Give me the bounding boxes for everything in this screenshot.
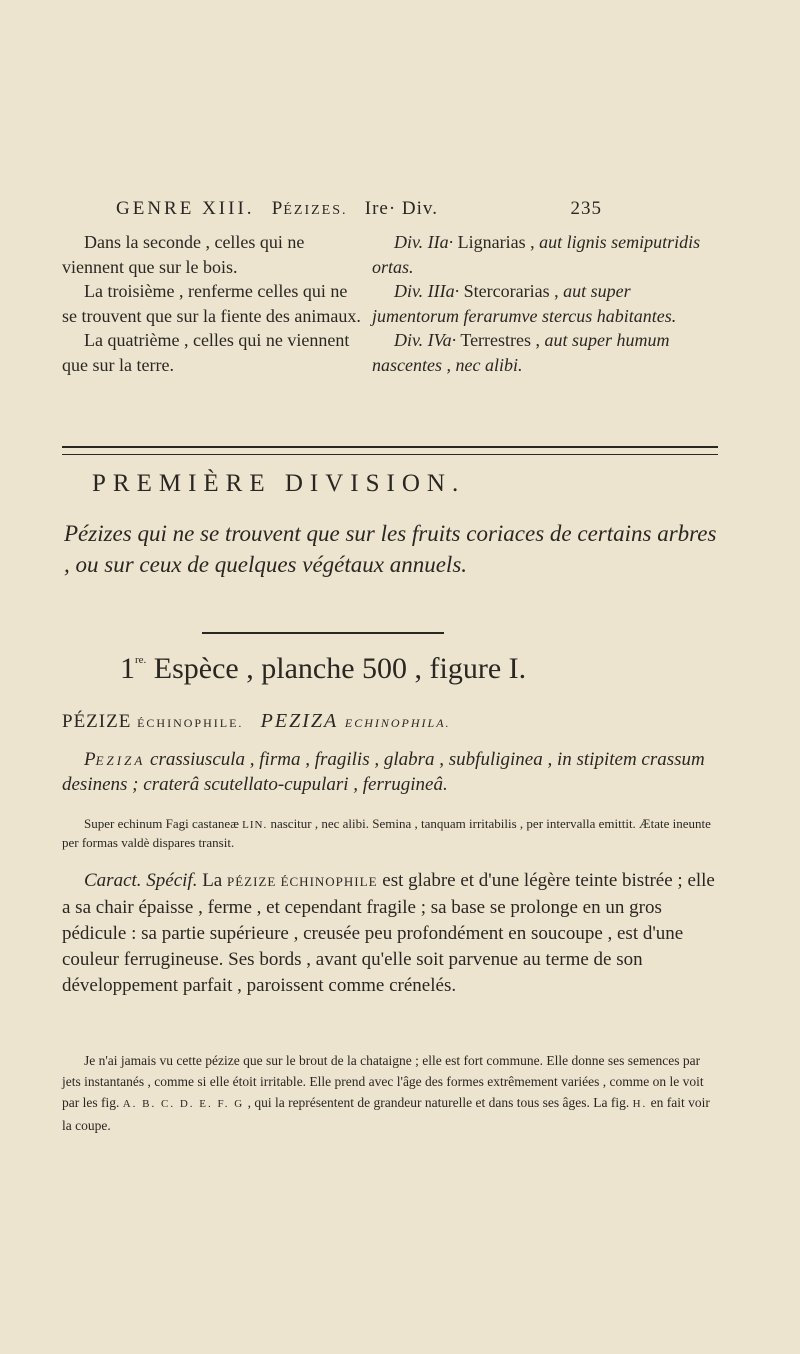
caract-label: Caract. Spécif.: [84, 870, 198, 891]
synonymy-before: Super echinum Fagi castaneæ: [84, 816, 243, 831]
species-number-suffix: re.: [135, 654, 147, 666]
intro-right-para-1: [372, 230, 717, 279]
section-divider-short: [202, 632, 444, 634]
div4-latin: aut super humum nascentes , nec alibi.: [372, 330, 670, 375]
intro-left-para-2: La troisième , renferme celles qui ne se trouvent que sur la fiente des animaux.: [62, 281, 361, 326]
latin-diagnosis: [62, 748, 722, 797]
div3-label: Div. IIIa·: [394, 281, 460, 301]
running-head-division: Ire· Div.: [364, 198, 438, 219]
div2-text: Lignarias ,: [453, 232, 540, 252]
page-number: 235: [570, 198, 602, 219]
author-note-text: [62, 1050, 722, 1136]
intro-right-para-2: [372, 279, 717, 328]
div4-text: Terrestres ,: [456, 330, 545, 350]
note-after: en fait voir la coupe.: [62, 1095, 710, 1133]
div4-label: Div. IVa·: [394, 330, 457, 350]
div3-latin: aut super jumentorum ferarumve stercus habitantes.: [372, 281, 677, 326]
synonymy-note: [62, 815, 722, 852]
running-head-genre: GENRE XIII.: [116, 198, 255, 219]
intro-right-column: [372, 230, 717, 377]
running-head-genus: ÉZIZES.: [283, 203, 348, 218]
note-figure-letters: A. B. C. D. E. F. G: [122, 1098, 245, 1110]
specific-characters-text: [62, 868, 722, 999]
latin-diagnosis-text: [62, 748, 722, 797]
species-plate: Espèce , planche 500 , figure I.: [146, 652, 527, 685]
author-note: [62, 1050, 722, 1136]
intro-left-para-3: La quatrième , celles qui ne viennent que sur la terre.: [62, 330, 350, 375]
species-number: 1: [120, 652, 135, 685]
note-before: Je n'ai jamais vu cette pézize que sur le brout de la chataigne ; elle est fort commune. Elle donne ses semences par jets instantanés , comme si elle étoit irritable. Elle prend avec l'âge des formes extrêmement variées , comme on le voit par les fig.: [62, 1053, 704, 1110]
caract-before: La: [197, 870, 227, 891]
species-latin-epithet: ECHINOPHILA.: [344, 716, 451, 730]
specific-characters: [62, 868, 722, 999]
division-title: PREMIÈRE DIVISION.: [92, 470, 466, 497]
species-latin-genus: PEZIZA: [260, 710, 345, 732]
note-middle: , qui la représentent de grandeur naturelle et dans tous ses âges. La fig.: [244, 1095, 633, 1110]
species-french-epithet: ÉCHINOPHILE.: [137, 716, 244, 730]
running-head: [116, 198, 602, 220]
intro-right-para-3: [372, 328, 717, 377]
synonymy-author: LIN.: [242, 819, 268, 831]
diagnosis-body: crassiuscula , firma , fragilis , glabra , subfuliginea , in stipitem crassum desinens ; craterâ scutellato-cupulari , ferrugineâ.: [62, 749, 705, 795]
intro-left-column: [62, 230, 362, 377]
section-divider-double: [62, 446, 718, 455]
div3-text: Stercorarias ,: [459, 281, 564, 301]
note-figure-h: H.: [632, 1098, 648, 1110]
caract-name: PÉZIZE ÉCHINOPHILE: [227, 874, 378, 889]
synonymy-text: [62, 815, 722, 852]
diagnosis-genus: EZIZA: [95, 753, 146, 768]
species-heading: [120, 652, 720, 686]
division-subtitle: Pézizes qui ne se trouvent que sur les fruits coriaces de certains arbres , ou sur ceux de quelques végétaux annuels.: [64, 521, 717, 577]
div2-label: Div. IIa·: [394, 232, 454, 252]
div2-latin: aut lignis semiputridis ortas.: [372, 232, 701, 277]
caract-body: est glabre et d'une légère teinte bistrée ; elle a sa chair épaisse , ferme , et cependant fragile ; sa base se prolonge en un gros pédicule : sa partie supérieure , creusée peu profondément en soucoupe , est d'une couleur ferrugineuse. Ses bords , avant qu'elle soit parvenue au terme de son développement parfait , paroissent comme crénelés.: [62, 870, 715, 996]
intro-left-para-1: Dans la seconde , celles qui ne viennent que sur le bois.: [62, 232, 305, 277]
species-name: [62, 710, 722, 733]
synonymy-after: nascitur , nec alibi. Semina , tanquam irritabilis , per intervalla emittit. Ætate ineunte per formas valdè dispares transit.: [62, 816, 711, 850]
species-french-genus: PÉZIZE: [62, 711, 138, 732]
running-head-genus-initial: P: [271, 198, 284, 219]
diagnosis-genus-initial: P: [84, 749, 96, 770]
